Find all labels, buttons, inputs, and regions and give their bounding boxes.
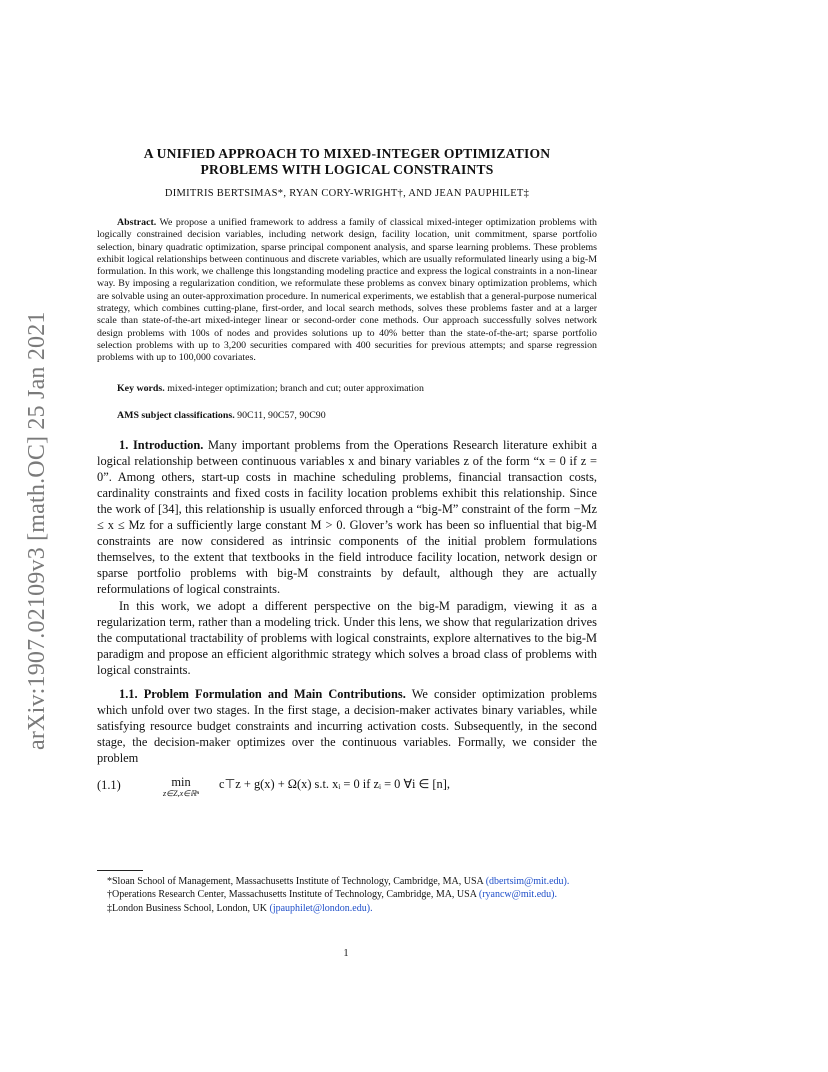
subsection-heading: 1.1. Problem Formulation and Main Contributions. — [119, 686, 406, 701]
arxiv-identifier: arXiv:1907.02109v3 [math.OC] 25 Jan 2021 — [24, 311, 50, 750]
keywords-label: Key words. — [117, 382, 165, 394]
abstract-text: We propose a unified framework to address a family of classical mixed-integer optimization problems with logically constrained decision variables, including network design, facility location, unit commitment, sparse portfolio selection, binary quadratic optimization, sparse principal component analysis, and sparse learning problems. These problems exhibit logical relationships between continuous and discrete variables, which are usually reformulated linearly using a big-M formulation. In this work, we challenge this longstanding modeling practice and express the logical constraints in a non-linear way. By imposing a regularization condition, we reformulate these problems as convex binary optimization problems, which are solvable using an outer-approximation procedure. In numerical experiments, we establish that a general-purpose numerical strategy, which combines cutting-plane, first-order, and local search methods, solves these problems faster and at a larger scale than state-of-the-art mixed-integer linear or second-order cone methods. Our approach successfully solves network design problems with 100s of nodes and provides solutions up to 40% better than the state-of-the-art; sparse portfolio selection problems with up to 3,200 securities compared with 400 securities for previous attempts; and sparse regression problems with up to 100,000 covariates. — [97, 217, 597, 364]
equation-min-subscript: z∈Z,x∈ℝⁿ — [163, 789, 199, 799]
ams-text: 90C11, 90C57, 90C90 — [237, 409, 326, 421]
arxiv-sidebar — [20, 270, 54, 750]
email-link[interactable]: (ryancw@mit.edu). — [478, 889, 557, 901]
footnote-1 — [97, 876, 597, 888]
intro-paragraph-2: In this work, we adopt a different perspective on the big-M paradigm, viewing it as a regularization term, rather than a modeling trick. Under this lens, we show that regularization drives the computational tractability of problems with logical constraints, explore alternatives to the big-M paradigm and propose an efficient algorithmic strategy which solves a broad class of problems with logical constraints. — [97, 598, 597, 677]
equation-min-label: min — [171, 775, 191, 790]
title-line-1: A UNIFIED APPROACH TO MIXED-INTEGER OPTIMIZATION — [143, 146, 551, 161]
footnote-text: London Business School, London, UK — [112, 902, 267, 914]
paper-page — [97, 146, 597, 800]
footnote-rule — [97, 870, 143, 871]
title-line-2: PROBLEMS WITH LOGICAL CONSTRAINTS — [200, 162, 494, 177]
intro-paragraph-1 — [97, 437, 597, 598]
equation-min — [153, 776, 209, 800]
footnotes — [97, 870, 597, 916]
email-link[interactable]: (jpauphilet@london.edu). — [269, 902, 373, 914]
subsection-paragraph — [97, 686, 597, 766]
body-text — [97, 437, 597, 801]
footnote-text: Operations Research Center, Massachusetts Institute of Technology, Cambridge, MA, USA — [112, 889, 477, 901]
footnote-2 — [97, 889, 597, 901]
ams-classifications — [117, 410, 597, 421]
footnote-mark: * — [107, 876, 112, 887]
subsection-text: We consider optimization problems which unfold over two stages. In the first stage, a decision-maker activates binary variables, while satisfying resource budget constraints and incurring activation costs. Subsequently, in the second stage, the decision-maker optimizes over the continuous variables. Formally, we consider the problem — [97, 686, 598, 766]
intro-heading: 1. Introduction. — [119, 437, 204, 452]
author-list: DIMITRIS BERTSIMAS*, RYAN CORY-WRIGHT†, AND JEAN PAUPHILET‡ — [164, 188, 530, 199]
keywords — [117, 383, 597, 394]
footnote-text: Sloan School of Management, Massachusetts Institute of Technology, Cambridge, MA, USA — [112, 876, 484, 887]
abstract — [97, 217, 597, 365]
ams-label: AMS subject classifications. — [117, 409, 235, 421]
equation-1-1 — [97, 776, 597, 800]
equation-number: (1.1) — [97, 778, 121, 793]
intro-p1-text: Many important problems from the Operations Research literature exhibit a logical relationship between continuous variables x and binary variables z of the form “x = 0 if z = 0”. Among others, start-up costs in machine scheduling problems, financial transaction costs, cardinality constraints and fixed costs in facility location problems exhibit this relationship. Since the work of [34], this relationship is usually enforced through a “big-M” constraint of the form −Mz ≤ x ≤ Mz for a sufficiently large constant M > 0. Glover’s work has been so influential that big-M constraints are now considered as intrinsic components of the initial problem formulations themselves, to the extent that textbooks in the field introduce facility location, network design or sparse portfolio problems with big-M constraints by default, although they are actually reformulations of logical constraints. — [97, 437, 597, 597]
footnote-mark: ‡ — [107, 902, 112, 914]
footnote-3 — [97, 903, 597, 915]
abstract-label: Abstract. — [117, 217, 157, 228]
email-link[interactable]: (dbertsim@mit.edu). — [485, 876, 570, 887]
equation-body: c⊤z + g(x) + Ω(x) s.t. xᵢ = 0 if zᵢ = 0 ∀i ∈ [n], — [219, 777, 450, 792]
footnote-mark: † — [107, 889, 112, 901]
page-number: 1 — [343, 948, 349, 959]
keywords-text: mixed-integer optimization; branch and cut; outer approximation — [167, 382, 424, 394]
paper-title — [97, 146, 597, 178]
